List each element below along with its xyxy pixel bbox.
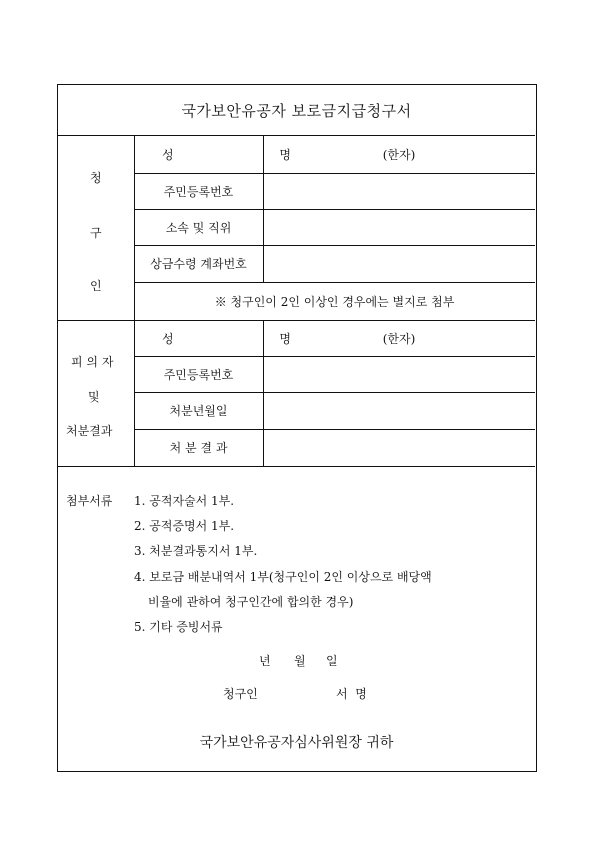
attachment-item: 3. 처분결과통지서 1부.: [134, 544, 258, 558]
attachment-item: 5. 기타 증빙서류: [134, 620, 223, 634]
claimant-side-label: 구: [90, 226, 102, 240]
suspect-side-label: 및: [88, 390, 100, 404]
date-month-label: 월: [294, 654, 306, 668]
suspect-name-label: 성 명: [162, 331, 291, 346]
disposition-result-label: 처 분 결 과: [169, 441, 228, 455]
disposition-date-label: 처분년월일: [169, 404, 228, 418]
claimant-name-label: 성 명: [162, 148, 291, 162]
claimant-note: ※ 청구인이 2인 이상인 경우에는 별지로 첨부: [214, 294, 455, 309]
suspect-side-label: 처분결과: [66, 424, 113, 438]
attachment-item: 비율에 관하여 청구인간에 합의한 경우): [148, 595, 354, 609]
claimant-id-field[interactable]: [263, 173, 535, 209]
claimant-side-label: 인: [90, 279, 102, 293]
attachment-item: 2. 공적증명서 1부.: [134, 519, 235, 533]
suspect-name-field[interactable]: [263, 320, 535, 356]
claimant-id-label: 주민등록번호: [163, 184, 234, 199]
attachment-item: 4. 보로금 배분내역서 1부(청구인이 2인 이상으로 배당액: [134, 570, 432, 584]
claimant-account-label: 상금수령 계좌번호: [150, 257, 247, 271]
date-day-label: 일: [326, 654, 338, 668]
addressee: 국가보안유공자심사위원장 귀하: [199, 735, 394, 751]
hanja-hint: (한자): [382, 148, 416, 162]
date-year-label: 년: [259, 654, 271, 668]
signature-field[interactable]: 서 명: [336, 687, 367, 701]
claimant-sign-label: 청구인: [223, 687, 258, 701]
attachment-item: 1. 공적자술서 1부.: [134, 494, 235, 508]
suspect-id-field[interactable]: [263, 356, 535, 392]
form-title: 국가보안유공자 보로금지급청구서: [58, 85, 535, 136]
attachments-label: 첨부서류: [66, 494, 113, 508]
disposition-date-field[interactable]: [263, 392, 535, 429]
claimant-account-field[interactable]: [263, 245, 535, 282]
disposition-result-field[interactable]: [263, 429, 535, 466]
claim-form: [57, 84, 537, 772]
suspect-side-label: 피 의 자: [71, 355, 114, 369]
claimant-org-label: 소속 및 직위: [165, 220, 232, 235]
section-divider: [58, 466, 535, 467]
suspect-id-label: 주민등록번호: [163, 367, 234, 382]
hanja-hint: (한자): [382, 331, 416, 346]
claimant-name-field[interactable]: [263, 136, 535, 173]
claimant-side-label: 청: [90, 171, 102, 185]
claimant-org-field[interactable]: [263, 209, 535, 245]
